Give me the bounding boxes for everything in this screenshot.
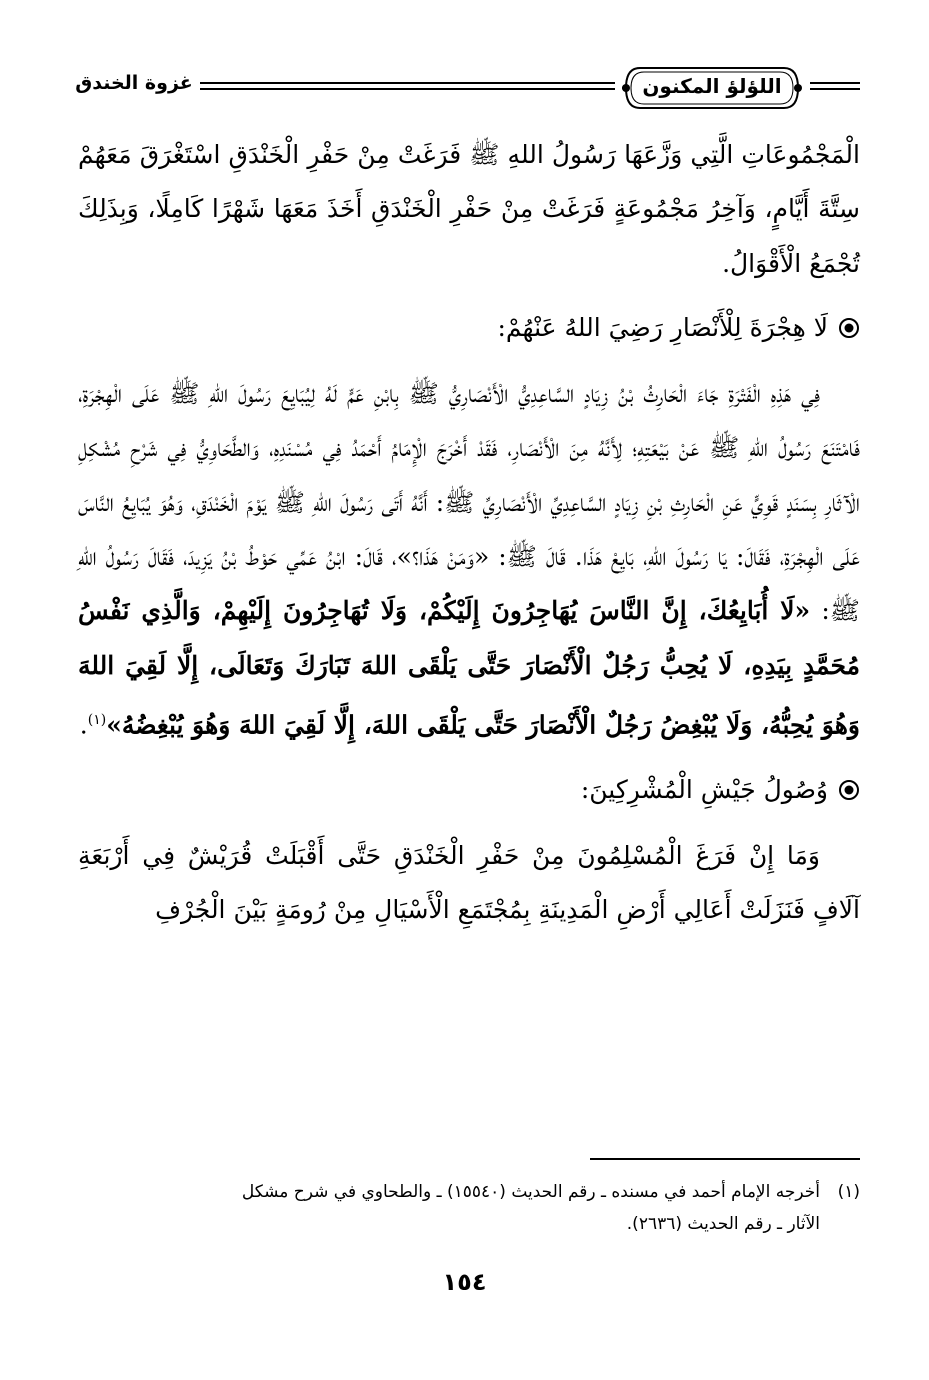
running-header [70,58,860,128]
chapter-title: غزوة الخندق [75,72,193,94]
flower-bullet-icon [838,779,860,801]
header-rule-right [810,82,860,92]
main-text [78,128,860,937]
page-number: ١٥٤ [442,1268,487,1296]
footnote-ref: (١) [87,711,107,728]
hadith-quote: «لَا أُبَايِعُكَ، إِنَّ النَّاسَ يُهَاجِرُونَ إِلَيْكُمْ، وَلَا تُهَاجِرُونَ إِلَيْهِمْ، وَالَّذِي نَفْسُ مُحَمَّدٍ بِيَدِهِ، لَا يُحِبُّ رَجُلٌ الْأَنْصَارَ حَتَّى يَلْقَى اللهَ تَبَارَكَ وَتَعَالَى، إِلَّا لَقِيَ اللهَ وَهُوَ يُحِبُّهُ، وَلَا يُبْغِضُ رَجُلٌ الْأَنْصَارَ حَتَّى يَلْقَى اللهَ، إِلَّا لَقِيَ اللهَ وَهُوَ يُبْغِضُهُ» [78,596,860,740]
footnote-separator [590,1158,860,1160]
paragraph-3: وَمَا إِنْ فَرَغَ الْمُسْلِمُونَ مِنْ حَفْرِ الْخَنْدَقِ حَتَّى أَقْبَلَتْ قُرَيْشٌ فِي أَرْبَعَةِ آلَافٍ فَنَزَلَتْ أَعَالِي أَرْضِ الْمَدِينَةِ بِمُجْتَمَعِ الْأَسْيَالِ مِنْ رُومَةٍ بَيْنَ الْجُرْفِ [78,840,860,925]
section-heading-2-text: وُصُولُ جَيْشِ الْمُشْرِكِينَ: [580,774,828,804]
paragraph-2 [78,367,860,752]
book-title: اللؤلؤ المكنون [642,74,782,98]
footnote-line-2: الآثار ـ رقم الحديث (٢٦٣٦). [626,1214,820,1234]
section-heading-1-text: لَا هِجْرَةَ لِلْأَنْصَارِ رَضِيَ اللهُ عَنْهُمْ: [497,312,828,342]
section-heading-1 [78,301,860,355]
section-heading-2 [78,763,860,817]
paragraph-2-text: فِي هَذِهِ الْفَتْرَةِ جَاءَ الْحَارِثُ بْنُ زِيَادٍ السَّاعِدِيُّ الْأَنْصَارِيُّ ﷺ بِابْنِ عَمٍّ لَهُ لِيُبَايِعَ رَسُولَ اللهِ ﷺ عَلَى الْهِجْرَةِ، فَامْتَنَعَ رَسُولُ اللهِ ﷺ عَنْ بَيْعَتِهِ؛ لِأَنَّهُ مِنَ الْأَنْصَارِ، فَقَدْ أَخْرَجَ الْإِمَامُ أَحْمَدُ فِي مُسْنَدِهِ، وَالطَّحَاوِيُّ فِي شَرْحِ مُشْكِلِ الْآثَارِ بِسَنَدٍ قَوِيٍّ عَنِ الْحَارِثِ بْنِ زِيَادٍ السَّاعِدِيِّ الْأَنْصَارِيِّ ﷺ: أَنَّهُ أَتَى رَسُولَ اللهِ ﷺ يَوْمَ الْخَنْدَقِ، وَهُوَ يُبَايِعُ النَّاسَ عَلَى الْهِجْرَةِ، فَقَالَ: يَا رَسُولَ اللهِ، بَايِعْ هَذَا. قَالَ ﷺ: «وَمَنْ هَذَا؟»، قَالَ: ابْنُ عَمِّي حَوْطُ بْنُ يَزِيدَ، فَقَالَ رَسُولُ اللهِ ﷺ: [78,379,860,626]
paragraph-1: الْمَجْمُوعَاتِ الَّتِي وَزَّعَهَا رَسُولُ اللهِ ﷺ فَرَغَتْ مِنْ حَفْرِ الْخَنْدَقِ اسْتَغْرَقَ مَعَهُمْ سِتَّةَ أَيَّامٍ، وَآخِرُ مَجْمُوعَةٍ فَرَغَتْ مِنْ حَفْرِ الْخَنْدَقِ أَخَذَ مَعَهَا شَهْرًا كَامِلًا، وَبِذَلِكَ تُجْمَعُ الْأَقْوَالُ. [78,140,860,278]
footnotes [78,1176,860,1240]
flower-bullet-icon [838,317,860,339]
book-title-cartouche [622,62,802,114]
header-rule-left [200,82,615,92]
paragraph-2-end: . [79,710,88,740]
footnote-1 [78,1176,860,1208]
footnote-number: (١) [837,1182,860,1202]
footnote-line-1: أخرجه الإمام أحمد في مسنده ـ رقم الحديث (١٥٥٤٠) ـ والطحاوي في شرح مشكل [241,1182,820,1202]
